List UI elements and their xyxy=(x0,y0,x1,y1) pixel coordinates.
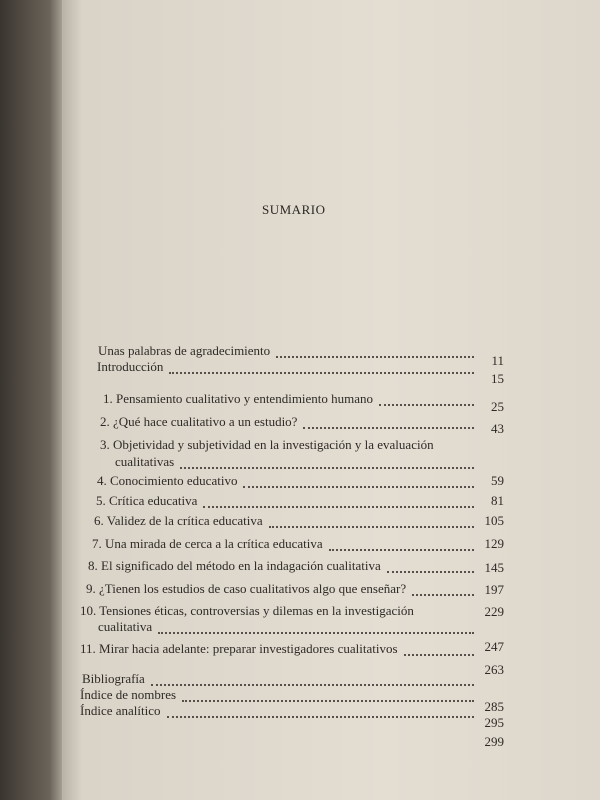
entry-page-number: 247 xyxy=(484,639,504,654)
entry-page-number: 129 xyxy=(484,536,504,551)
dot-leader xyxy=(167,714,474,718)
entry-title: 9. ¿Tienen los estudios de caso cualitativos algo que enseñar? xyxy=(86,581,407,596)
entry-page-number: 285 xyxy=(484,699,504,714)
entry-title-continued: cualitativas xyxy=(115,454,175,469)
dot-leader xyxy=(243,484,474,488)
entry-title: Bibliografía xyxy=(82,671,145,686)
entry-title: 6. Validez de la crítica educativa xyxy=(94,513,263,528)
dot-leader xyxy=(329,547,474,551)
entry-page-number: 295 xyxy=(484,715,504,730)
entry-page-number: 299 xyxy=(484,734,504,749)
dot-leader xyxy=(180,465,474,469)
entry-page-number: 81 xyxy=(491,493,504,508)
entry-title: 2. ¿Qué hace cualitativo a un estudio? xyxy=(100,414,298,429)
dot-leader xyxy=(158,630,474,634)
dot-leader xyxy=(379,402,474,406)
entry-page-number: 197 xyxy=(484,582,504,597)
entry-page-number: 59 xyxy=(491,473,504,488)
entry-title: Introducción xyxy=(97,359,164,374)
entry-page-number: 145 xyxy=(484,560,504,575)
entry-title: Unas palabras de agradecimiento xyxy=(98,343,271,358)
dot-leader xyxy=(412,592,474,596)
dot-leader xyxy=(151,682,474,686)
entry-page-number: 229 xyxy=(484,604,504,619)
entry-title: 3. Objetividad y subjetividad en la investigación y la evaluación xyxy=(100,437,434,452)
dot-leader xyxy=(387,569,474,573)
dot-leader xyxy=(203,504,474,508)
entry-title: 10. Tensiones éticas, controversias y dilemas en la investigación xyxy=(80,603,414,618)
entry-page-number: 263 xyxy=(484,662,504,677)
page-title: SUMARIO xyxy=(262,202,326,217)
entry-page-number: 43 xyxy=(491,421,504,436)
book-binding xyxy=(0,0,62,800)
entry-title: 7. Una mirada de cerca a la crítica educativa xyxy=(92,536,323,551)
entry-title: Índice de nombres xyxy=(80,687,177,702)
dot-leader xyxy=(303,425,474,429)
entry-page-number: 105 xyxy=(484,513,504,528)
dot-leader xyxy=(404,652,474,656)
entry-page-number: 15 xyxy=(491,371,504,386)
entry-title: 11. Mirar hacia adelante: preparar investigadores cualitativos xyxy=(80,641,398,656)
dot-leader xyxy=(276,354,474,358)
dot-leader xyxy=(269,524,474,528)
dot-leader xyxy=(182,698,474,702)
entry-page-number: 11 xyxy=(491,353,504,368)
entry-title: 8. El significado del método en la indagación cualitativa xyxy=(88,558,381,573)
dot-leader xyxy=(169,370,474,374)
entry-title-continued: cualitativa xyxy=(98,619,153,634)
entry-title: 1. Pensamiento cualitativo y entendimiento humano xyxy=(103,391,374,406)
entry-page-number: 25 xyxy=(491,399,504,414)
entry-title: 5. Crítica educativa xyxy=(96,493,198,508)
entry-title: Índice analítico xyxy=(80,703,161,718)
entry-title: 4. Conocimiento educativo xyxy=(97,473,238,488)
